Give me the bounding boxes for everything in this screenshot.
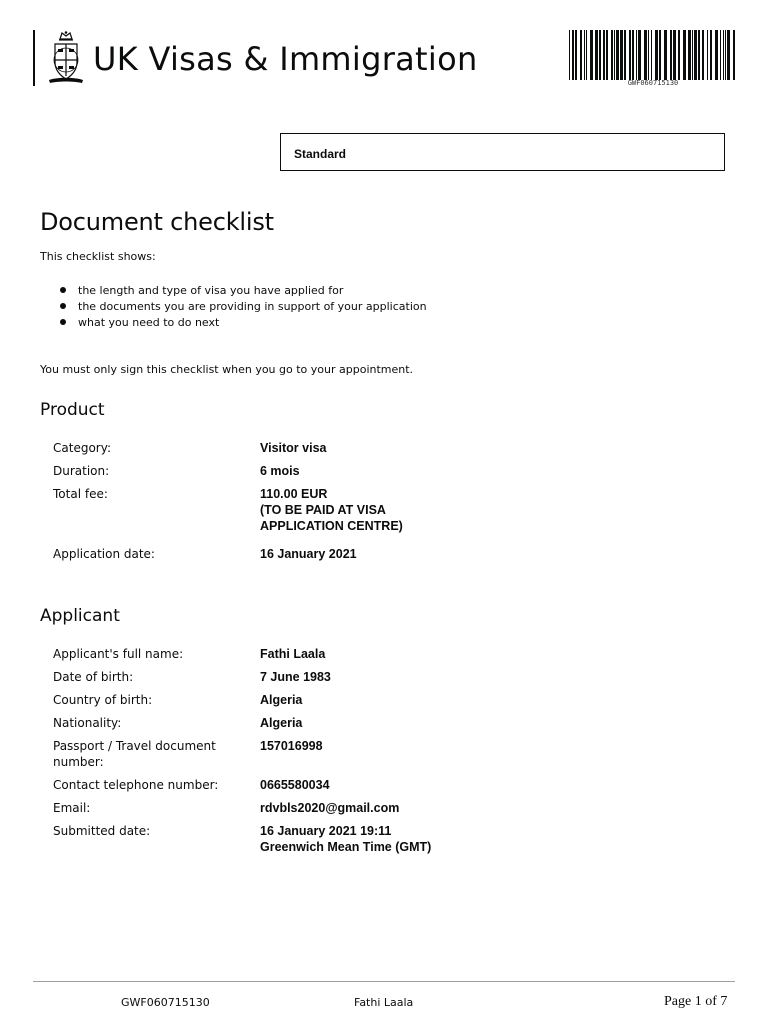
barcode-bar bbox=[572, 30, 574, 80]
barcode-bar bbox=[702, 30, 704, 80]
bullet-item: the documents you are providing in support of your application bbox=[40, 299, 427, 315]
barcode-bar bbox=[616, 30, 619, 80]
field-label: Applicant's full name: bbox=[53, 647, 184, 661]
field-label: Submitted date: bbox=[53, 824, 151, 838]
barcode-bar bbox=[644, 30, 647, 80]
field-value: 16 January 2021 bbox=[260, 547, 357, 561]
field-value: 7 June 1983 bbox=[260, 670, 331, 684]
footer-reference: GWF060715130 bbox=[121, 996, 210, 1009]
footer-applicant-name: Fathi Laala bbox=[354, 996, 414, 1009]
barcode-bar bbox=[720, 30, 721, 80]
barcode-bar bbox=[620, 30, 623, 80]
barcode-bar bbox=[590, 30, 593, 80]
field-value: 16 January 2021 19:11 Greenwich Mean Time (GMT) bbox=[260, 824, 432, 854]
barcode-bar bbox=[636, 30, 637, 80]
field-label: Passport / Travel document number: bbox=[53, 739, 216, 769]
field-value: Algeria bbox=[260, 693, 303, 707]
service-level-label: Standard bbox=[294, 147, 347, 161]
field-label: Email: bbox=[53, 801, 91, 815]
barcode-bar bbox=[683, 30, 686, 80]
barcode-bar bbox=[727, 30, 730, 80]
field-label: Contact telephone number: bbox=[53, 778, 219, 792]
intro-lead: This checklist shows: bbox=[40, 250, 156, 263]
barcode-bar bbox=[638, 30, 641, 80]
barcode-bar bbox=[698, 30, 700, 80]
signing-notice: You must only sign this checklist when you go to your appointment. bbox=[40, 363, 414, 376]
page-number: Page 1 of 7 bbox=[664, 994, 728, 1009]
field-label: Country of birth: bbox=[53, 693, 153, 707]
barcode-bar bbox=[673, 30, 676, 80]
field-label: Duration: bbox=[53, 464, 110, 478]
barcode-bar bbox=[611, 30, 613, 80]
barcode-bar bbox=[733, 30, 735, 80]
barcode-bar bbox=[624, 30, 626, 80]
barcode-bar bbox=[584, 30, 585, 80]
field-value: Visitor visa bbox=[260, 441, 327, 455]
barcode-bar bbox=[629, 30, 631, 80]
barcode-bar bbox=[603, 30, 605, 80]
product-heading: Product bbox=[40, 400, 105, 420]
barcode-bar bbox=[723, 30, 724, 80]
service-level-box bbox=[280, 133, 725, 171]
field-value: Algeria bbox=[260, 716, 303, 730]
barcode-bar bbox=[710, 30, 712, 80]
barcode-bar bbox=[599, 30, 601, 80]
barcode-bar bbox=[715, 30, 718, 80]
bullet-item: what you need to do next bbox=[40, 315, 427, 331]
barcode-bar bbox=[659, 30, 661, 80]
barcode-bar bbox=[595, 30, 598, 80]
organisation-name: UK Visas & Immigration bbox=[93, 40, 478, 78]
field-value: rdvbls2020@gmail.com bbox=[260, 801, 400, 815]
logo-divider bbox=[33, 30, 35, 86]
field-value: 6 mois bbox=[260, 464, 300, 478]
page-title: Document checklist bbox=[40, 208, 274, 236]
royal-crest-icon bbox=[47, 30, 85, 84]
barcode-bar bbox=[725, 30, 726, 80]
barcode-bar bbox=[692, 30, 693, 80]
checklist-bullets bbox=[40, 283, 427, 331]
barcode-bar bbox=[694, 30, 697, 80]
field-label: Application date: bbox=[53, 547, 155, 561]
field-label: Nationality: bbox=[53, 716, 122, 730]
barcode-bar bbox=[586, 30, 587, 80]
field-label: Total fee: bbox=[53, 487, 108, 501]
applicant-heading: Applicant bbox=[40, 606, 120, 626]
barcode-bar bbox=[606, 30, 608, 80]
barcode-bar bbox=[614, 30, 615, 80]
field-value: 157016998 bbox=[260, 739, 323, 753]
barcode-bar bbox=[648, 30, 649, 80]
barcode-bar bbox=[569, 30, 570, 80]
barcode bbox=[569, 30, 737, 80]
bullet-item: the length and type of visa you have applied for bbox=[40, 283, 427, 299]
footer-divider bbox=[33, 981, 735, 982]
barcode-number: GWF060715130 bbox=[627, 79, 679, 87]
field-value: 0665580034 bbox=[260, 778, 330, 792]
barcode-bar bbox=[655, 30, 658, 80]
field-label: Date of birth: bbox=[53, 670, 134, 684]
barcode-bar bbox=[688, 30, 691, 80]
barcode-bar bbox=[632, 30, 634, 80]
barcode-bar bbox=[580, 30, 582, 80]
barcode-bar bbox=[575, 30, 577, 80]
barcode-bar bbox=[678, 30, 680, 80]
field-label: Category: bbox=[53, 441, 111, 455]
field-value: Fathi Laala bbox=[260, 647, 326, 661]
field-value: 110.00 EUR (TO BE PAID AT VISA APPLICATION CENTRE) bbox=[260, 487, 403, 533]
barcode-bar bbox=[651, 30, 652, 80]
barcode-bar bbox=[664, 30, 667, 80]
barcode-bar bbox=[670, 30, 672, 80]
barcode-bar bbox=[707, 30, 708, 80]
